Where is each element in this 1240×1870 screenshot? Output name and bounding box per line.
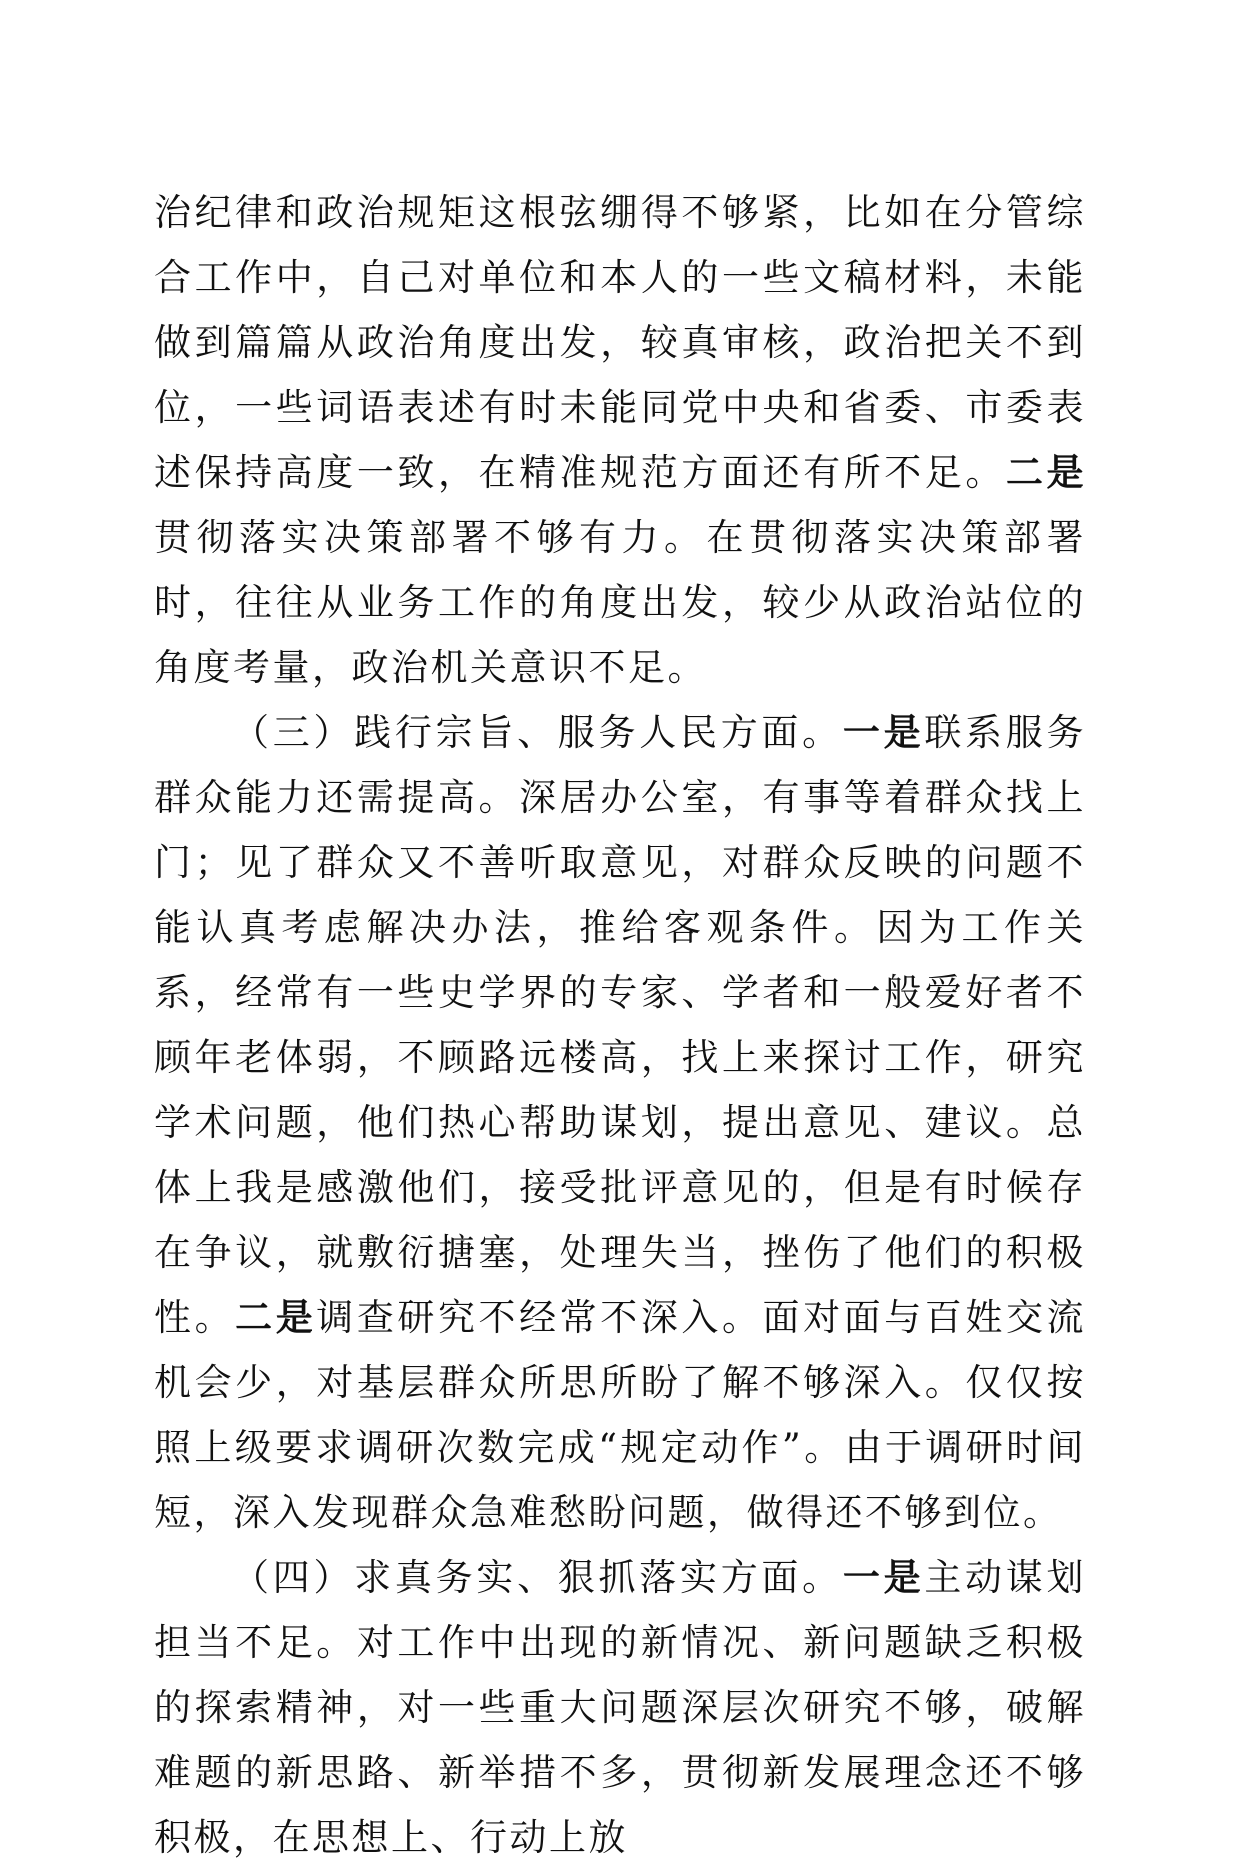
- bold-marker-er-shi: 二是: [235, 1296, 317, 1339]
- text-segment: 调查研究不经常不深入。面对面与百姓交流机会少，对基层群众所思所盼了解不够深入。仅仅按照上级要求调研次数完成“规定动作”。由于调研时间短，深入发现群众急难愁盼问题，做得还不够到位。: [154, 1296, 1087, 1534]
- text-segment: 治纪律和政治规矩这根弦绷得不够紧，比如在分管综合工作中，自己对单位和本人的一些文稿材料，未能做到篇篇从政治角度出发，较真审核，政治把关不到位，一些词语表述有时未能同党中央和省委、市委表述保持高度一致，在精准规范方面还有所不足。: [154, 191, 1086, 494]
- section-heading-three: （三）践行宗旨、服务人民方面。: [232, 711, 843, 754]
- text-segment: 联系服务群众能力还需提高。深居办公室，有事等着群众找上门；见了群众又不善听取意见，对群众反映的问题不能认真考虑解决办法，推给客观条件。因为工作关系，经常有一些史学界的专家、学者和一般爱好者不顾年老体弱，不顾路远楼高，找上来探讨工作，研究学术问题，他们热心帮助谋划，提出意见、建议。总体上我是感激他们，接受批评意见的，但是有时候存在争议，就敷衍搪塞，处理失当，挫伤了他们的积极性。: [154, 711, 1087, 1339]
- text-segment: 贯彻落实决策部署不够有力。在贯彻落实决策部署时，往往从业务工作的角度出发，较少从政治站位的角度考量，政治机关意识不足。: [154, 516, 1086, 689]
- bold-marker-yi-shi: 一是: [842, 1556, 925, 1599]
- paragraph-serve-people: [154, 700, 1086, 1545]
- document-body: [154, 180, 1086, 1870]
- section-heading-four: （四）求真务实、狠抓落实方面。: [232, 1556, 843, 1599]
- text-segment: 主动谋划担当不足。对工作中出现的新情况、新问题缺乏积极的探索精神，对一些重大问题深层次研究不够，破解难题的新思路、新举措不多，贯彻新发展理念还不够积极，在思想上、行动上放: [154, 1556, 1087, 1859]
- paragraph-seek-truth: [154, 1545, 1086, 1870]
- bold-marker-yi-shi: 一是: [842, 711, 925, 754]
- paragraph-political-discipline: [154, 180, 1086, 700]
- bold-marker-er-shi: 二是: [1005, 451, 1087, 494]
